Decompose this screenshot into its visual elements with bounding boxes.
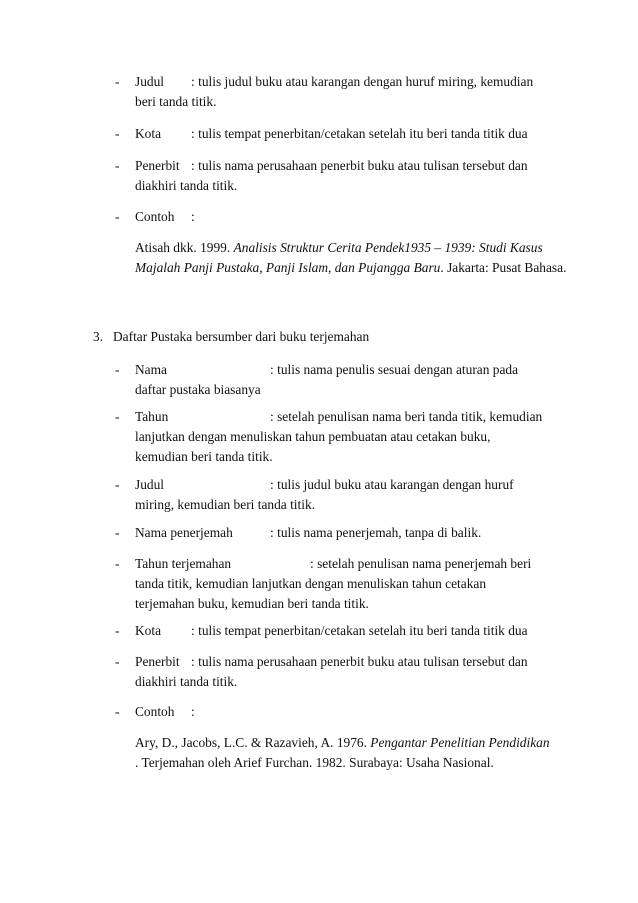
item-text: tulis nama penerjemah, tanpa di balik. bbox=[277, 525, 482, 540]
reference-rest: . Jakarta: Pusat Bahasa. bbox=[440, 260, 567, 275]
item-key: Nama penerjemah bbox=[135, 525, 233, 540]
section-title: Daftar Pustaka bersumber dari buku terjemahan bbox=[113, 329, 370, 344]
item-sep: : bbox=[270, 477, 274, 492]
item-key: Penerbit bbox=[135, 158, 180, 173]
item-text: tulis nama perusahaan penerbit buku atau tulisan tersebut dan bbox=[198, 654, 528, 669]
item-key: Contoh bbox=[135, 209, 175, 224]
reference-title: Analisis Struktur Cerita Pendek1935 – 1939: Studi Kasus Majalah Panji Pustaka, Panji Islam, dan Pujangga Baru bbox=[135, 240, 543, 275]
item-body bbox=[135, 407, 575, 467]
section-heading bbox=[93, 327, 369, 347]
item-body bbox=[135, 360, 575, 400]
item-key: Tahun bbox=[135, 409, 169, 424]
item-body bbox=[135, 475, 575, 515]
item-key: Kota bbox=[135, 623, 162, 638]
bullet-dash: - bbox=[115, 623, 120, 638]
reference-author: Atisah dkk. 1999. bbox=[135, 240, 234, 255]
item-sep: : bbox=[191, 74, 195, 89]
item-sep: : bbox=[191, 623, 195, 638]
bullet-dash: - bbox=[115, 209, 120, 224]
item-body bbox=[135, 207, 575, 227]
reference-example bbox=[135, 238, 575, 278]
item-key: Tahun terjemahan bbox=[135, 556, 232, 571]
item-body bbox=[135, 124, 575, 144]
bullet-dash: - bbox=[115, 158, 120, 173]
item-text-cont: miring, kemudian beri tanda titik. bbox=[135, 497, 315, 512]
bullet-dash: - bbox=[115, 525, 120, 540]
item-sep: : bbox=[310, 556, 314, 571]
item-text: tulis tempat penerbitan/cetakan setelah itu beri tanda titik dua bbox=[198, 623, 528, 638]
item-text: tulis nama penulis sesuai dengan aturan pada bbox=[277, 362, 519, 377]
item-text: setelah penulisan nama penerjemah beri bbox=[317, 556, 532, 571]
item-text: tulis tempat penerbitan/cetakan setelah itu beri tanda titik dua bbox=[198, 126, 528, 141]
item-body bbox=[135, 702, 575, 722]
item-sep: : bbox=[191, 126, 195, 141]
section-number: 3. bbox=[93, 329, 104, 344]
bullet-dash: - bbox=[115, 74, 120, 89]
item-sep: : bbox=[270, 362, 274, 377]
bullet-dash: - bbox=[115, 704, 120, 719]
item-body bbox=[135, 621, 575, 641]
item-sep: : bbox=[191, 704, 195, 719]
bullet-dash: - bbox=[115, 409, 120, 424]
item-text-cont: diakhiri tanda titik. bbox=[135, 674, 238, 689]
item-text-cont: lanjutkan dengan menuliskan tahun pembuatan atau cetakan buku, bbox=[135, 429, 491, 444]
item-body bbox=[135, 554, 575, 614]
reference-title: Pengantar Penelitian Pendidikan bbox=[370, 735, 550, 750]
bullet-dash: - bbox=[115, 477, 120, 492]
item-key: Kota bbox=[135, 126, 162, 141]
item-sep: : bbox=[191, 209, 195, 224]
item-text-cont: beri tanda titik. bbox=[135, 94, 217, 109]
item-text-cont: diakhiri tanda titik. bbox=[135, 178, 238, 193]
bullet-dash: - bbox=[115, 654, 120, 669]
item-text: tulis nama perusahaan penerbit buku atau tulisan tersebut dan bbox=[198, 158, 528, 173]
item-body bbox=[135, 652, 575, 692]
item-sep: : bbox=[270, 409, 274, 424]
item-key: Judul bbox=[135, 477, 165, 492]
item-sep: : bbox=[270, 525, 274, 540]
item-text-cont2: kemudian beri tanda titik. bbox=[135, 449, 273, 464]
item-body bbox=[135, 156, 575, 196]
item-key: Nama bbox=[135, 362, 167, 377]
bullet-dash: - bbox=[115, 126, 120, 141]
item-key: Penerbit bbox=[135, 654, 180, 669]
item-text: setelah penulisan nama beri tanda titik, kemudian bbox=[277, 409, 543, 424]
item-text-cont: tanda titik, kemudian lanjutkan dengan menuliskan tahun cetakan bbox=[135, 576, 487, 591]
reference-example bbox=[135, 733, 555, 773]
item-text-cont2: terjemahan buku, kemudian beri tanda titik. bbox=[135, 596, 369, 611]
item-text-cont: daftar pustaka biasanya bbox=[135, 382, 261, 397]
item-sep: : bbox=[191, 654, 195, 669]
reference-author: Ary, D., Jacobs, L.C. & Razavieh, A. 1976. bbox=[135, 735, 371, 750]
item-text: tulis judul buku atau karangan dengan huruf bbox=[277, 477, 514, 492]
item-text: tulis judul buku atau karangan dengan huruf miring, kemudian bbox=[198, 74, 534, 89]
item-body bbox=[135, 523, 575, 543]
item-sep: : bbox=[191, 158, 195, 173]
item-key: Contoh bbox=[135, 704, 175, 719]
bullet-dash: - bbox=[115, 556, 120, 571]
item-key: Judul bbox=[135, 74, 165, 89]
reference-rest: . Terjemahan oleh Arief Furchan. 1982. Surabaya: Usaha Nasional. bbox=[135, 755, 494, 770]
item-body bbox=[135, 72, 575, 112]
bullet-dash: - bbox=[115, 362, 120, 377]
